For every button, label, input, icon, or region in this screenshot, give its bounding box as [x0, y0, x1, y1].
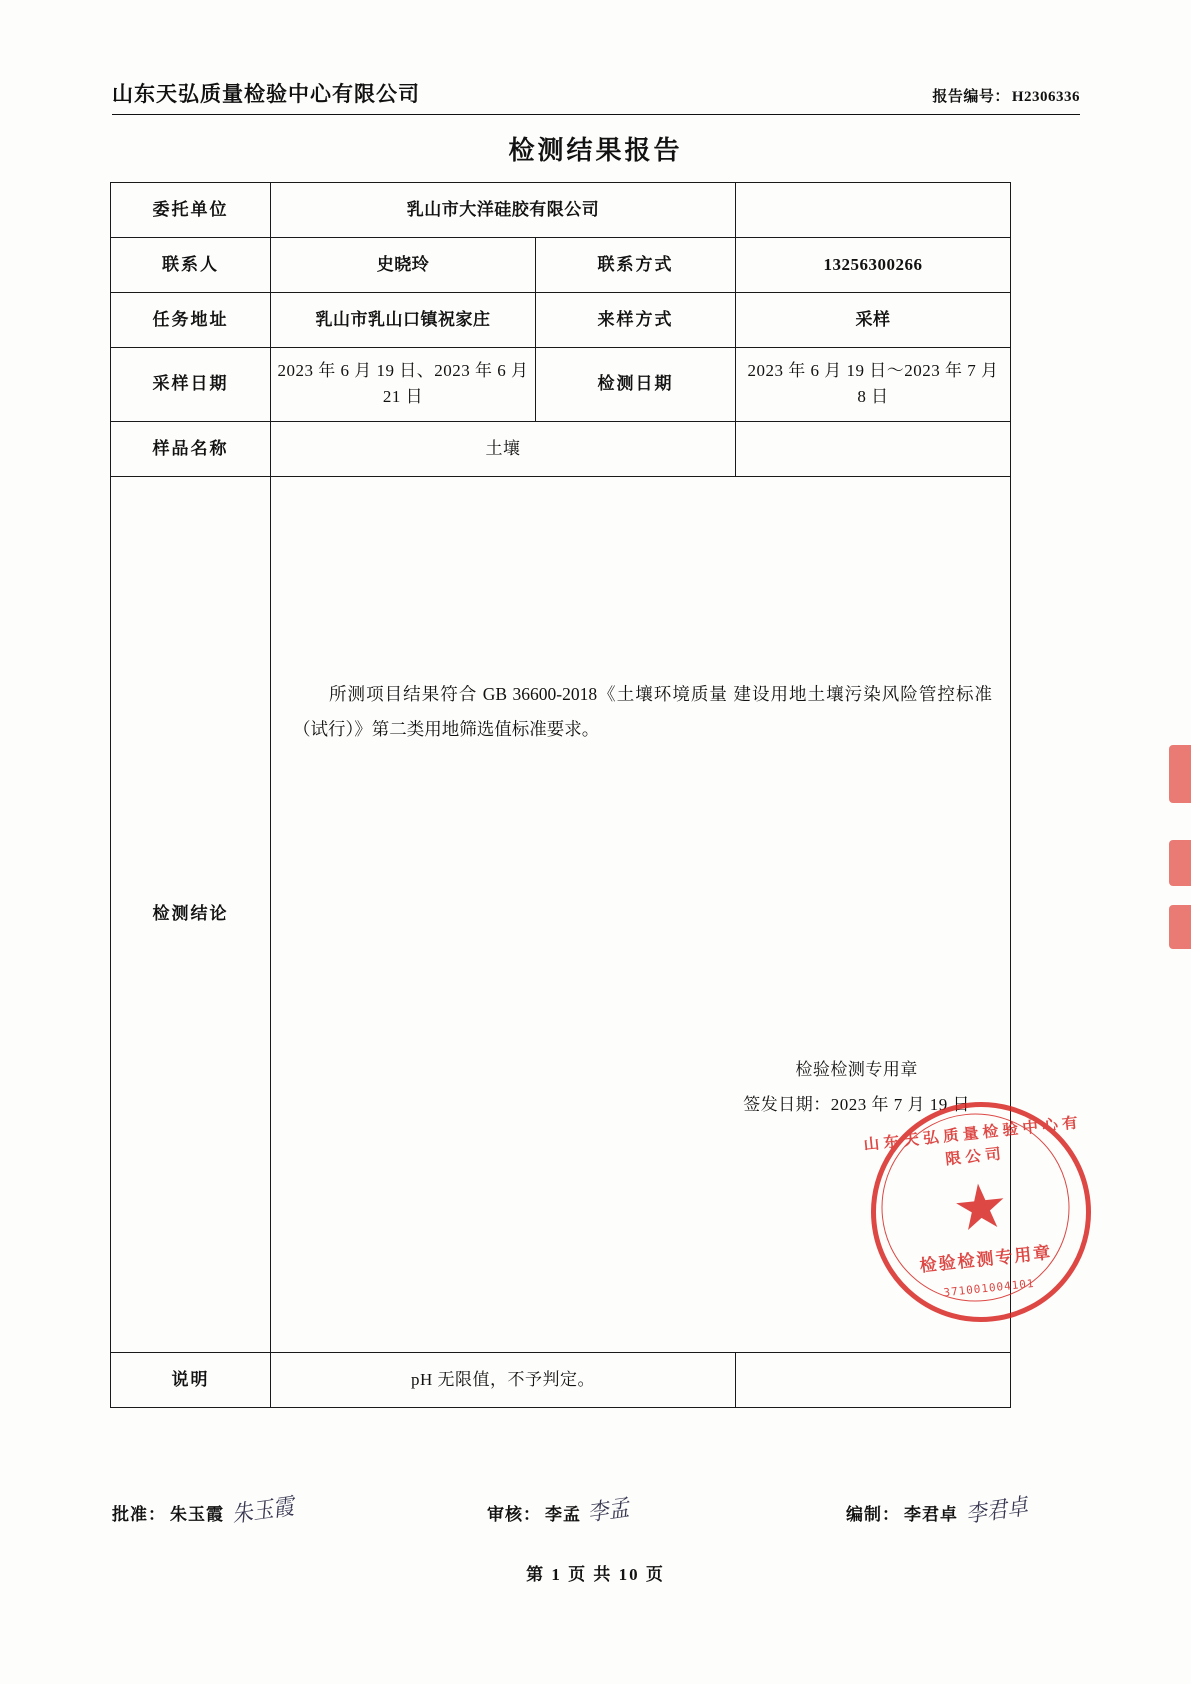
sample-name-label: 样品名称 — [111, 421, 271, 476]
sampling-method-label: 来样方式 — [536, 293, 736, 348]
conclusion-text: 所测项目结果符合 GB 36600-2018《土壤环境质量 建设用地土壤污染风险管控标准（试行）》第二类用地筛选值标准要求。 — [293, 683, 992, 739]
table-row — [111, 421, 1011, 476]
page-number-footer: 第 1 页 共 10 页 — [526, 1565, 665, 1584]
phone-value: 13256300266 — [736, 238, 1011, 293]
report-number-label: 报告编号： — [932, 89, 1010, 105]
seal-bottom-text: 检验检测专用章 — [918, 1242, 1054, 1275]
note-value: pH 无限值，不予判定。 — [271, 1352, 736, 1407]
compile-label: 编制： — [846, 1505, 900, 1524]
client-value: 乳山市大洋硅胶有限公司 — [271, 183, 736, 238]
seal-caption: 检验检测专用章 — [795, 1059, 918, 1079]
table-row — [111, 348, 1011, 422]
note-label: 说明 — [111, 1352, 271, 1407]
sampling-method-value: 采样 — [736, 293, 1011, 348]
compile-name: 李君卓 — [904, 1505, 958, 1524]
address-label: 任务地址 — [111, 293, 271, 348]
sample-name-empty-cell — [736, 421, 1011, 476]
client-empty-cell — [736, 183, 1011, 238]
approve-signature — [112, 1492, 297, 1529]
sampling-date-label: 采样日期 — [111, 348, 271, 422]
approve-name: 朱玉霞 — [170, 1505, 224, 1524]
report-number — [932, 85, 1080, 108]
scan-edge-mark — [1169, 745, 1191, 803]
approve-handwriting: 朱玉霞 — [230, 1493, 296, 1529]
signature-row — [112, 1492, 1082, 1529]
test-date-label: 检测日期 — [536, 348, 736, 422]
review-handwriting: 李孟 — [586, 1495, 631, 1527]
test-date-value: 2023 年 6 月 19 日～2023 年 7 月 8 日 — [736, 348, 1011, 422]
document-header — [112, 78, 1080, 115]
compile-signature — [846, 1492, 1031, 1529]
report-table — [110, 182, 1083, 1408]
review-signature — [487, 1492, 631, 1525]
conclusion-body — [271, 476, 1083, 1352]
phone-label: 联系方式 — [536, 238, 736, 293]
issue-date: 签发日期：2023 年 7 月 19 日 — [743, 1095, 970, 1115]
company-name: 山东天弘质量检验中心有限公司 — [112, 81, 420, 106]
page-title: 检测结果报告 — [508, 136, 683, 166]
seal-code: 371001004101 — [942, 1276, 1036, 1299]
address-value: 乳山市乳山口镇祝家庄 — [271, 293, 536, 348]
sampling-date-value: 2023 年 6 月 19 日、2023 年 6 月 21 日 — [271, 348, 536, 422]
approve-label: 批准： — [112, 1505, 166, 1524]
review-name: 李孟 — [545, 1505, 581, 1524]
conclusion-label: 检测结论 — [111, 476, 271, 1352]
conclusion-row — [111, 476, 1011, 1352]
table-row — [111, 183, 1011, 238]
scan-edge-mark — [1169, 905, 1191, 949]
scan-edge-mark — [1169, 840, 1191, 886]
compile-handwriting: 李君卓 — [964, 1493, 1030, 1529]
table-row — [111, 293, 1011, 348]
table-row — [111, 238, 1011, 293]
star-icon: ★ — [949, 1171, 1012, 1245]
note-empty-cell — [736, 1352, 1011, 1407]
client-label: 委托单位 — [111, 183, 271, 238]
sample-name-value: 土壤 — [271, 421, 736, 476]
contact-value: 史晓玲 — [271, 238, 536, 293]
review-label: 审核： — [487, 1505, 541, 1524]
seal-top-text: 山东天弘质量检验中心有限公司 — [862, 1114, 1083, 1169]
report-number-value: H2306336 — [1011, 89, 1080, 105]
contact-label: 联系人 — [111, 238, 271, 293]
note-row — [111, 1352, 1011, 1407]
